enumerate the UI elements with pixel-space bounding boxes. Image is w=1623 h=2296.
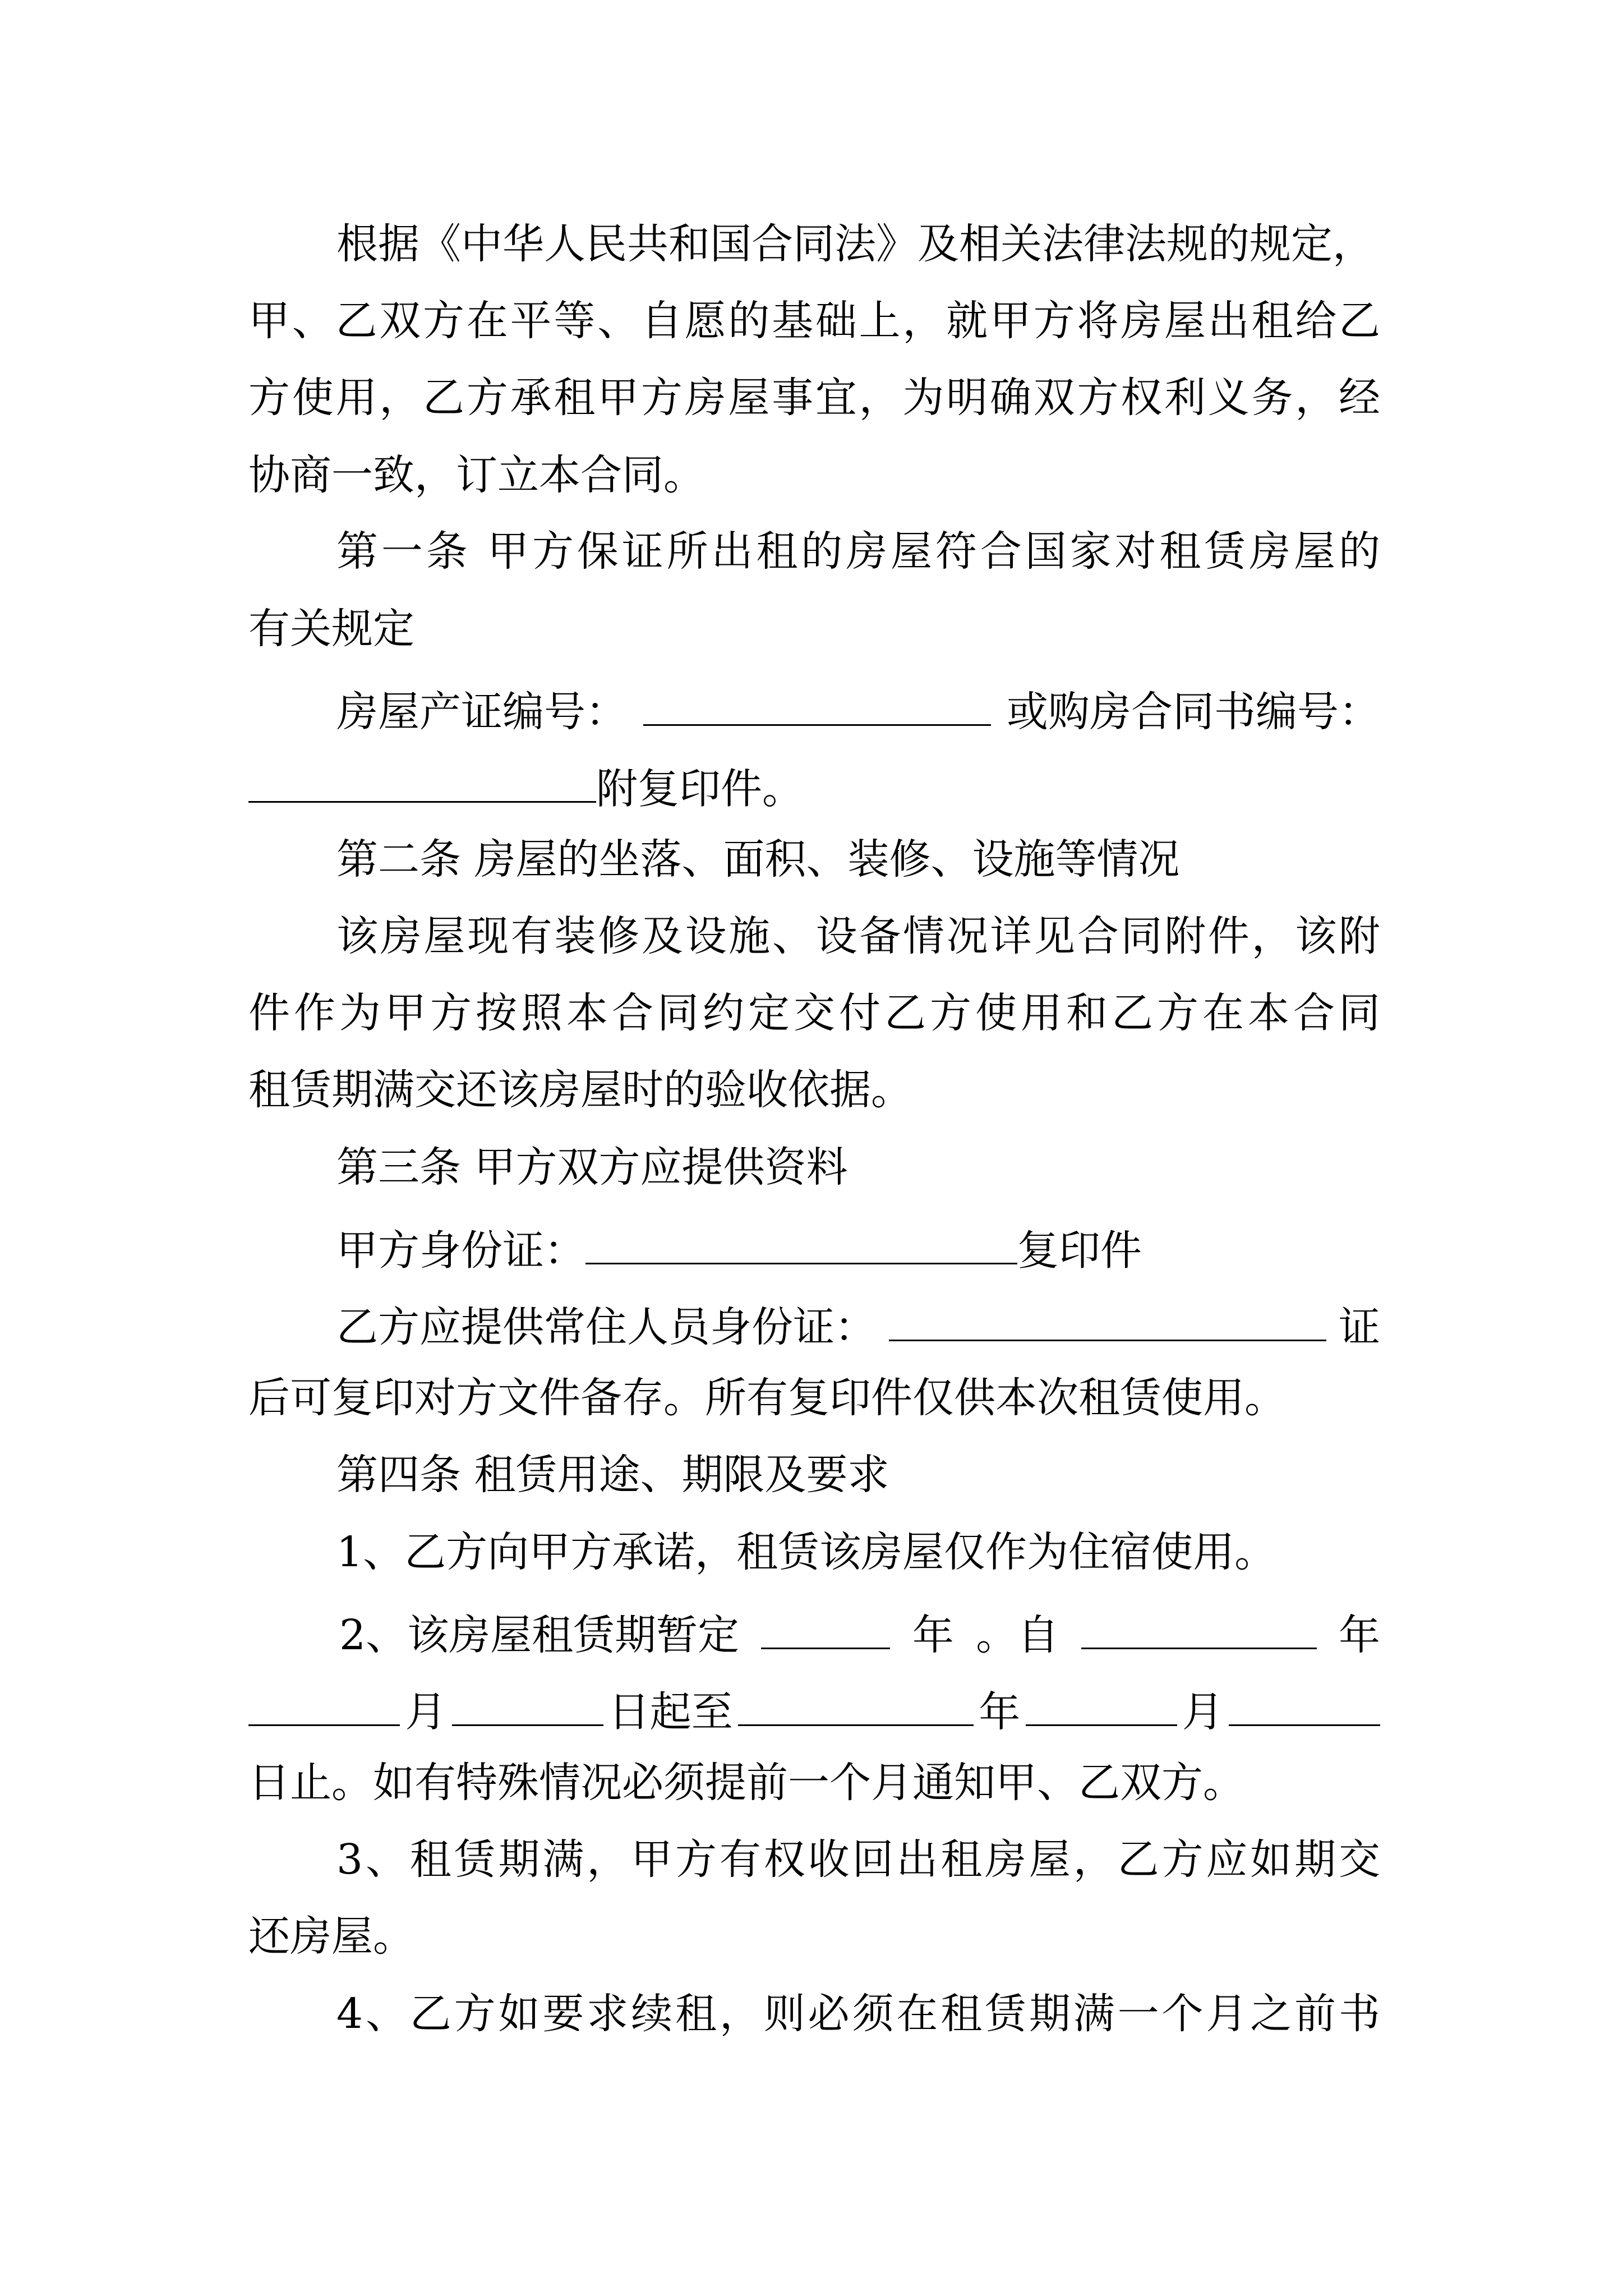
start-day-blank [452,1685,603,1726]
cert-number-label: 房屋产证编号： [336,688,627,737]
article-4-item-3: 3、租赁期满，甲方有权收回出租房屋，乙方应如期交 [336,1835,1380,1884]
lease-end-line: 日止。如有特殊情况必须提前一个月通知甲、乙双方。 [248,1759,1244,1807]
article-2-line-2: 件作为甲方按照本合同约定交付乙方使用和乙方在本合同 [248,989,1380,1037]
article-2-line-1: 该房屋现有装修及设施、设备情况详见合同附件，该附 [336,912,1380,960]
end-year-unit: 年 [979,1688,1021,1737]
landlord-id-label: 甲方身份证： [336,1226,585,1275]
copy-row [248,762,804,813]
tenant-id-blank [889,1300,1326,1341]
end-month-blank [1026,1685,1177,1726]
end-day-blank [1229,1685,1380,1726]
landlord-id-blank [585,1223,1017,1264]
article-4-item-4: 4、乙方如要求续租，则必须在租赁期满一个月之前书 [336,1990,1380,2038]
lease-dates-row [248,1685,1380,1737]
article-2-line-3: 租赁期满交还该房屋时的验收依据。 [248,1066,912,1114]
tenant-id-row [336,1300,1380,1352]
tenant-id-label: 乙方应提供常住人员身份证： [336,1303,876,1352]
purchase-contract-blank [248,762,596,803]
lease-from-label: 。自 [976,1611,1059,1660]
intro-line-1: 根据《中华人民共和国合同法》及相关法律法规的规定， [336,220,1374,268]
start-month-unit: 月 [405,1688,447,1737]
article-4-heading: 第四条 租赁用途、期限及要求 [336,1451,889,1499]
landlord-id-row [336,1223,1142,1275]
cert-number-blank [643,685,991,726]
lease-term-row [339,1608,1380,1660]
start-day-to-label: 日起至 [608,1688,733,1737]
end-month-unit: 月 [1182,1688,1224,1737]
cert-number-row [336,685,1380,737]
start-month-blank [248,1685,400,1726]
article-1-heading: 第一条 甲方保证所出租的房屋符合国家对租赁房屋的 [336,527,1380,576]
intro-line-4: 协商一致，订立本合同。 [248,451,705,499]
lease-years-blank [761,1608,890,1649]
article-1-heading-cont: 有关规定 [248,605,414,653]
intro-line-3: 方使用，乙方承租甲方房屋事宜，为明确双方权利义务，经 [248,374,1380,422]
start-year-unit: 年 [1338,1611,1380,1660]
article-4-item-3-cont: 还房屋。 [248,1912,414,1961]
article-3-heading: 第三条 甲方双方应提供资料 [336,1143,848,1191]
article-4-item-1: 1、乙方向甲方承诺，租赁该房屋仅作为住宿使用。 [336,1528,1276,1576]
intro-line-2: 甲、乙双方在平等、自愿的基础上，就甲方将房屋出租给乙 [248,297,1380,345]
start-year-blank [1081,1608,1317,1649]
lease-years-unit: 年 [912,1611,954,1660]
tenant-id-suffix: 证 [1339,1303,1380,1352]
article-2-heading: 第二条 房屋的坐落、面积、装修、设施等情况 [336,835,1180,884]
landlord-id-suffix: 复印件 [1017,1226,1142,1275]
article-3-note: 后可复印对方文件备存。所有复印件仅供本次租赁使用。 [248,1374,1286,1422]
end-year-blank [738,1685,974,1726]
purchase-contract-label: 或购房合同书编号： [1007,688,1380,737]
lease-term-label: 2、该房屋租赁期暂定 [339,1611,740,1660]
copy-attached-label: 附复印件。 [596,765,804,813]
